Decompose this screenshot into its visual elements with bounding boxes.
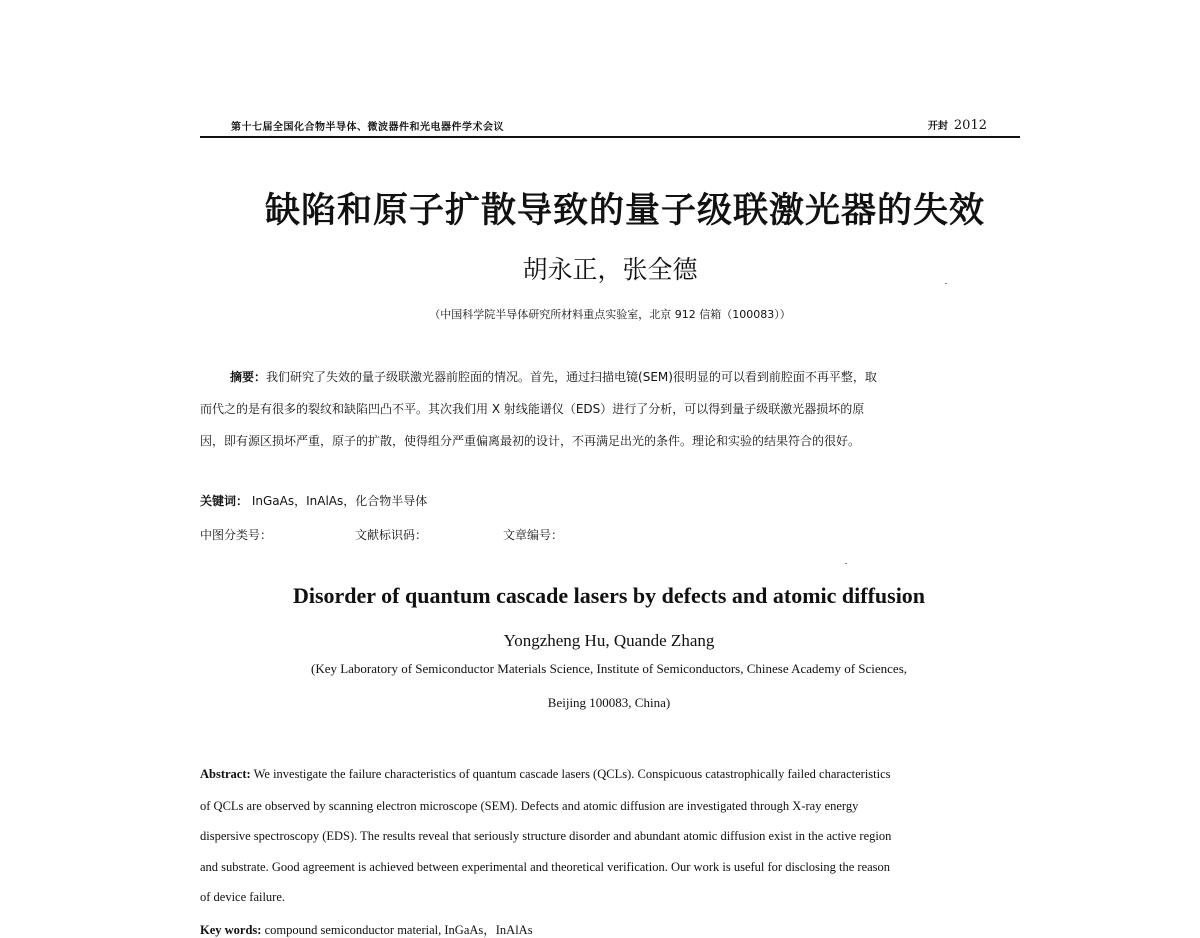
header-year: 2012	[953, 118, 987, 133]
en-abstract-line-4: and substrate. Good agreement is achieved between experimental and theoretical verification. Our work is useful for disclosing the reason	[200, 860, 891, 874]
en-keywords	[200, 920, 533, 938]
zh-abstract-line-2: 而代之的是有很多的裂纹和缺陷凹凸不平。其次我们用 X 射线能谱仪（EDS）进行了分析，可以得到量子级联激光器损坏的原	[200, 402, 865, 416]
en-abstract-line-5: of device failure.	[200, 890, 286, 904]
en-abstract-line-3: dispersive spectroscopy (EDS). The results reveal that seriously structure disorder and abundant atomic diffusion exist in the active region	[200, 829, 892, 843]
en-affiliation-line-1: (Key Laboratory of Semiconductor Materials Science, Institute of Semiconductors, Chinese Academy of Sciences,	[310, 661, 908, 676]
en-affiliation-line-2: Beijing 100083, China)	[547, 695, 671, 710]
en-keywords-value: compound semiconductor material, InGaAs，InAlAs	[264, 923, 533, 937]
zh-abstract-line-3: 因，即有源区损坏严重，原子的扩散，使得组分严重偏离最初的设计，不再满足出光的条件。理论和实验的结果符合的很好。	[200, 434, 861, 448]
zh-affiliation: （中国科学院半导体研究所材料重点实验室，北京 912 信箱（100083））	[429, 308, 791, 321]
doc-code-label: 文献标识码：	[355, 528, 428, 542]
en-abstract-line-1: Abstract: We investigate the failure characteristics of quantum cascade lasers (QCLs). Conspicuous catastrophically failed characteristics	[200, 767, 891, 781]
scan-speck	[945, 283, 947, 284]
clc-label: 中图分类号：	[200, 528, 273, 542]
conference-header: 第十七届全国化合物半导体、微波器件和光电器件学术会议	[231, 122, 504, 133]
header-divider	[200, 136, 1020, 138]
zh-keywords-value: InGaAs，InAlAs，化合物半导体	[251, 494, 428, 508]
zh-keywords-label: 关键词：	[200, 494, 249, 508]
scan-speck	[845, 563, 847, 564]
en-keywords-label: Key words:	[200, 923, 262, 937]
zh-abstract-line-1: 摘要：我们研究了失效的量子级联激光器前腔面的情况。首先，通过扫描电镜(SEM)很明显的可以看到前腔面不再平整，取	[230, 370, 877, 384]
header-venue-year	[928, 117, 987, 133]
en-title: Disorder of quantum cascade lasers by defects and atomic diffusion	[292, 583, 926, 608]
en-authors: Yongzheng Hu, Quande Zhang	[503, 631, 715, 650]
header-location: 开封	[927, 121, 948, 132]
article-no-label: 文章编号：	[503, 528, 564, 542]
zh-authors: 胡永正，张全德	[522, 255, 698, 284]
zh-abstract-label: 摘要：	[230, 370, 267, 384]
zh-keywords	[200, 492, 427, 509]
zh-title: 缺陷和原子扩散导致的量子级联激光器的失效	[264, 191, 985, 231]
en-abstract-line-2: of QCLs are observed by scanning electron microscope (SEM). Defects and atomic diffusion are investigated through X-ray energy	[200, 799, 859, 813]
en-abstract-label: Abstract:	[200, 767, 251, 781]
